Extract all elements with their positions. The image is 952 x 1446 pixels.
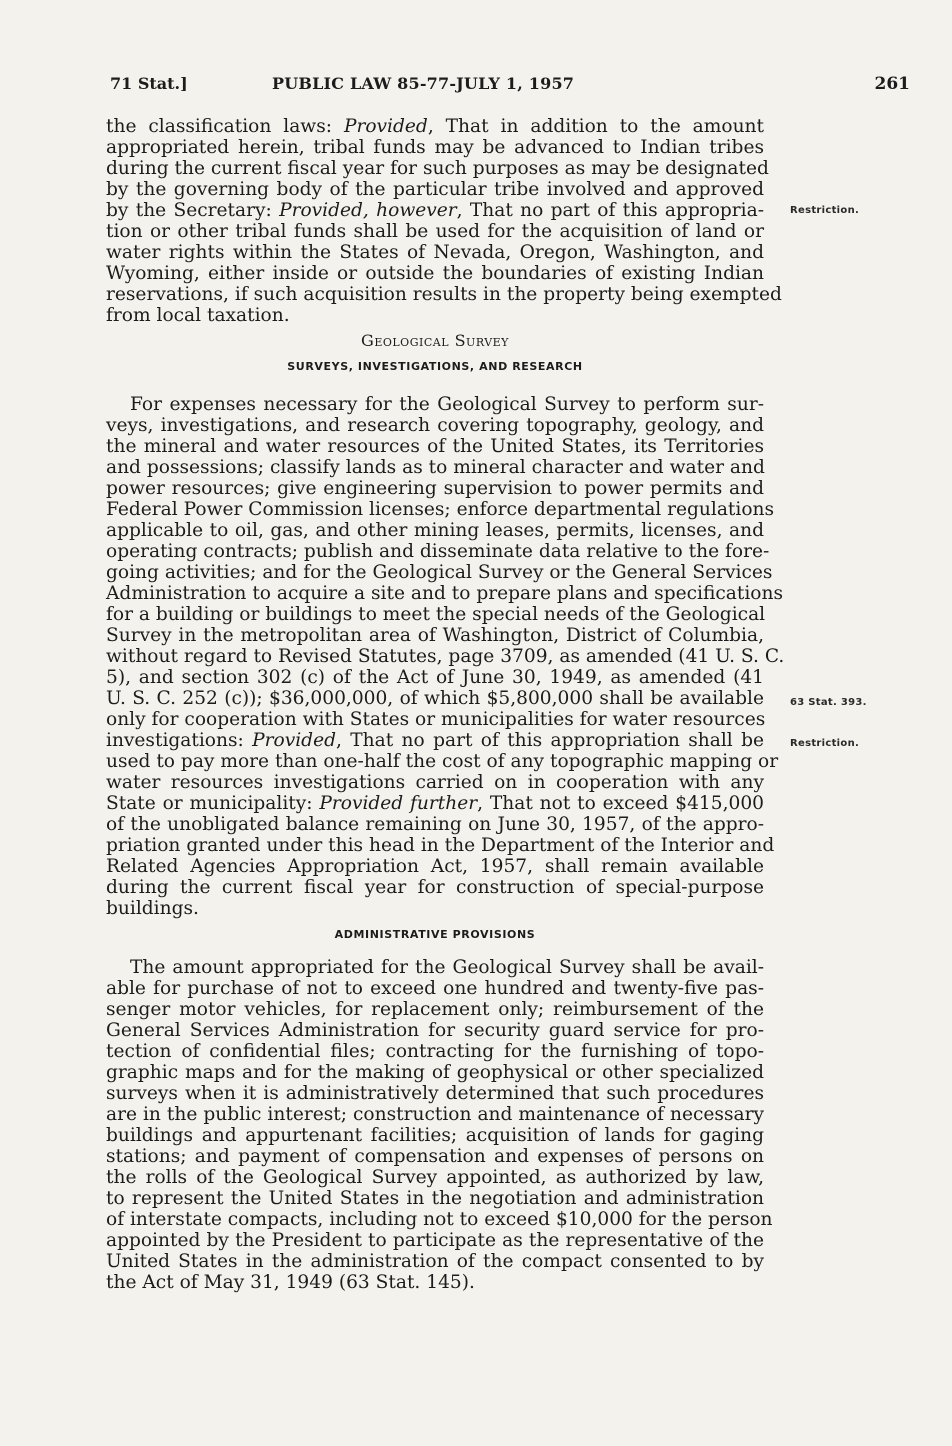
text-line: Wyoming, either inside or outside the boundaries of existing Indian (106, 263, 764, 284)
text-line: by the Secretary: Provided, however, That no part of this appropria- (106, 200, 765, 221)
page-number: 261 (874, 74, 910, 94)
text-line: priation granted under this head in the Department of the Interior and (106, 835, 775, 856)
volume-reference: 71 Stat.] (110, 74, 188, 93)
text-line: surveys when it is administratively determined that such procedures (106, 1083, 764, 1104)
text-line: Survey in the metropolitan area of Washington, District of Columbia, (106, 625, 764, 646)
text-line: United States in the administration of the compact consented to by (106, 1251, 764, 1272)
text-line: only for cooperation with States or municipalities for water resources (106, 709, 766, 730)
law-title: PUBLIC LAW 85-77-JULY 1, 1957 (272, 74, 575, 93)
margin-note-restriction-2: Restriction. (790, 738, 860, 749)
text-line: of the unobligated balance remaining on June 30, 1957, of the appro- (106, 814, 764, 835)
paragraph-tribal-funds (106, 116, 782, 326)
text-line: by the governing body of the particular tribe involved and approved (106, 179, 764, 200)
text-line: U. S. C. 252 (c)); $36,000,000, of which $5,800,000 shall be available (106, 688, 764, 709)
text-line: without regard to Revised Statutes, page 3709, as amended (41 U. S. C. (106, 646, 785, 667)
subheading-surveys: SURVEYS, INVESTIGATIONS, AND RESEARCH (287, 360, 583, 373)
text-line: stations; and payment of compensation and expenses of persons on (106, 1146, 764, 1167)
text-line: senger motor vehicles, for replacement only; reimbursement of the (106, 999, 764, 1020)
text-line: used to pay more than one-half the cost of any topographic mapping or (106, 751, 779, 772)
running-header (110, 74, 910, 98)
body-text (106, 116, 785, 1293)
text-line: veys, investigations, and research covering topography, geology, and (106, 415, 764, 436)
paragraph-geological-survey-expenses (106, 394, 785, 919)
text-line: to represent the United States in the negotiation and administration (106, 1188, 764, 1209)
text-line: reservations, if such acquisition results in the property being exempted (106, 284, 782, 305)
text-line: Administration to acquire a site and to prepare plans and specifications (106, 583, 784, 604)
text-line: during the current fiscal year for such purposes as may be designated (106, 158, 769, 179)
text-line: the mineral and water resources of the United States, its Territories (106, 436, 764, 457)
text-line: appointed by the President to participate as the representative of the (106, 1230, 764, 1251)
text-line: going activities; and for the Geological Survey or the General Services (106, 562, 773, 583)
text-line: the classification laws: Provided, That in addition to the amount (106, 116, 765, 137)
text-line: tion or other tribal funds shall be used for the acquisition of land or (106, 221, 764, 242)
text-line: State or municipality: Provided further, That not to exceed $415,000 (106, 793, 764, 814)
text-line: for a building or buildings to meet the special needs of the Geological (106, 604, 766, 625)
text-line: water resources investigations carried on in cooperation with any (106, 772, 764, 793)
text-line: The amount appropriated for the Geological Survey shall be avail- (130, 957, 764, 978)
text-line: of interstate compacts, including not to exceed $10,000 for the person (106, 1209, 773, 1230)
text-line: from local taxation. (106, 305, 290, 326)
section-heading-geological-survey: Geological Survey (361, 331, 509, 350)
paragraph-administrative-provisions (106, 957, 773, 1293)
text-line: buildings and appurtenant facilities; acquisition of lands for gaging (106, 1125, 764, 1146)
text-line: Federal Power Commission licenses; enforce departmental regulations (106, 499, 775, 520)
text-line: For expenses necessary for the Geological Survey to perform sur- (130, 394, 764, 415)
text-line: applicable to oil, gas, and other mining leases, permits, licenses, and (106, 520, 764, 541)
subheading-administrative-provisions: ADMINISTRATIVE PROVISIONS (334, 928, 536, 941)
text-line: the Act of May 31, 1949 (63 Stat. 145). (106, 1272, 475, 1293)
text-line: water rights within the States of Nevada, Oregon, Washington, and (106, 242, 764, 263)
text-line: 5), and section 302 (c) of the Act of June 30, 1949, as amended (41 (106, 667, 764, 688)
margin-note-stat-reference: 63 Stat. 393. (790, 697, 867, 708)
text-line: and possessions; classify lands as to mineral character and water and (106, 457, 765, 478)
text-line: appropriated herein, tribal funds may be advanced to Indian tribes (106, 137, 764, 158)
text-line: operating contracts; publish and disseminate data relative to the fore- (106, 541, 770, 562)
text-line: Related Agencies Appropriation Act, 1957, shall remain available (106, 856, 764, 877)
text-line: buildings. (106, 898, 199, 919)
text-line: during the current fiscal year for construction of special-purpose (106, 877, 764, 898)
text-line: are in the public interest; construction and maintenance of necessary (106, 1104, 764, 1125)
text-line: power resources; give engineering supervision to power permits and (106, 478, 764, 499)
text-line: investigations: Provided, That no part of this appropriation shall be (106, 730, 765, 751)
text-line: the rolls of the Geological Survey appointed, as authorized by law, (106, 1167, 764, 1188)
text-line: General Services Administration for security guard service for pro- (106, 1020, 764, 1041)
text-line: tection of confidential files; contracting for the furnishing of topo- (106, 1041, 764, 1062)
margin-note-restriction-1: Restriction. (790, 205, 860, 216)
text-line: able for purchase of not to exceed one hundred and twenty-five pas- (106, 978, 764, 999)
text-line: graphic maps and for the making of geophysical or other specialized (106, 1062, 764, 1083)
